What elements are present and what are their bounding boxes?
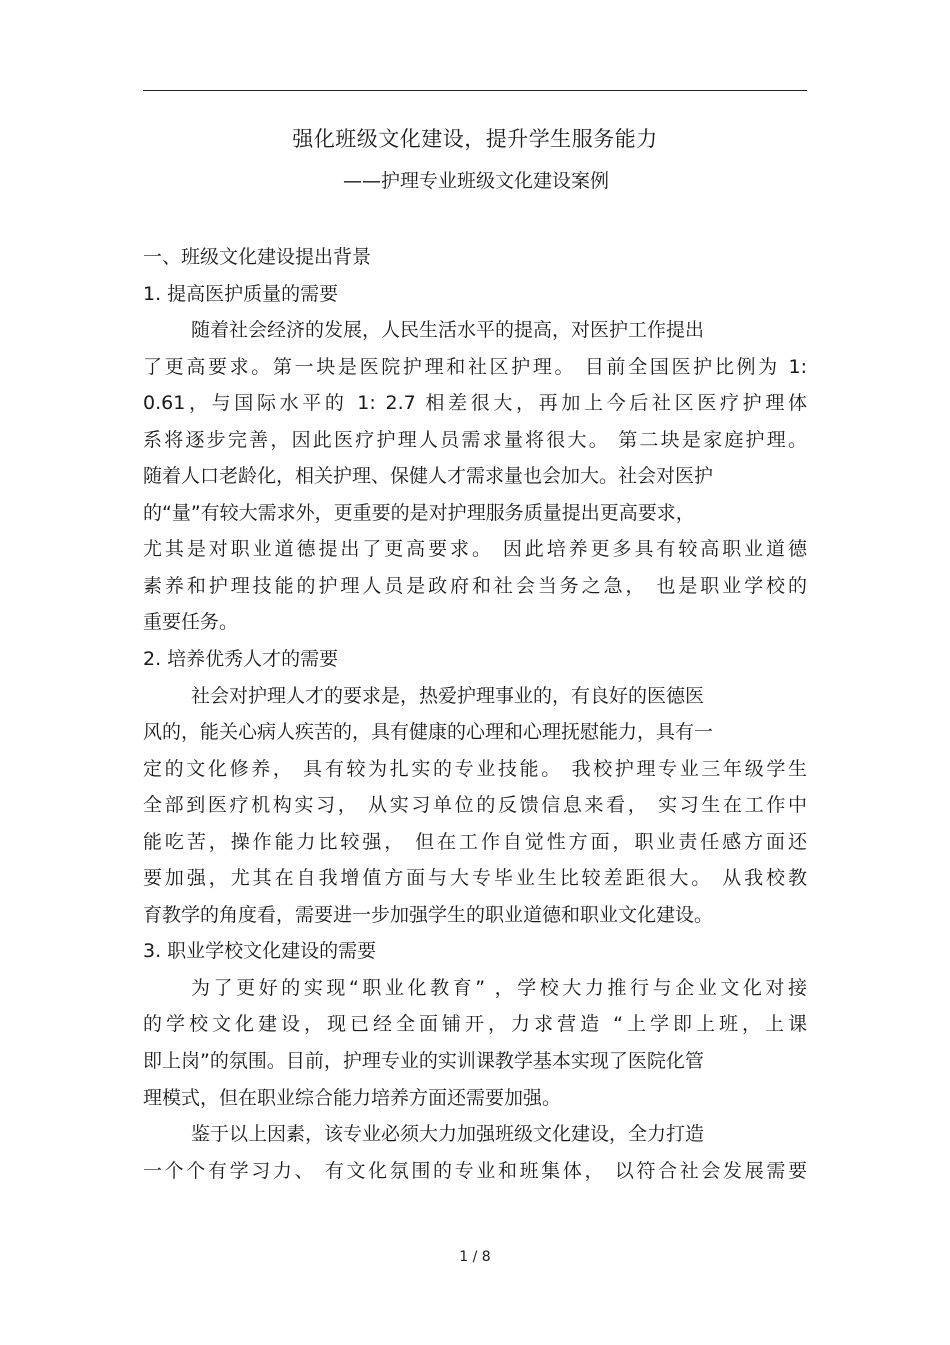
paragraph-line: 0.61，与国际水平的 1: 2.7 相差很大，再加上今后社区医疗护理体 [143, 392, 807, 415]
paragraph-line: 的学校文化建设，现已经全面铺开，力求营造 “上学即上班，上课 [143, 1013, 807, 1036]
paragraph-line: 系将逐步完善，因此医疗护理人员需求量将很大。 第二块是家庭护理。 [143, 428, 807, 451]
paragraph-line: 重要任务。 [143, 611, 239, 634]
section-heading: 一、班级文化建设提出背景 [143, 246, 372, 268]
section-heading: 1. 提高医护质量的需要 [143, 282, 339, 305]
paragraph-line: 全部到医疗机构实习， 从实习单位的反馈信息来看， 实习生在工作中 [143, 794, 807, 817]
section-heading: 2. 培养优秀人才的需要 [143, 648, 339, 671]
document-body [143, 239, 807, 1189]
page-number: 1 / 8 [459, 1249, 491, 1265]
paragraph-line: 定的文化修养， 具有较为扎实的专业技能。 我校护理专业三年级学生 [143, 757, 807, 780]
document-title: 强化班级文化建设，提升学生服务能力 [292, 127, 658, 151]
paragraph-line: 即上岗”的氛围。目前，护理专业的实训课教学基本实现了医院化管 [143, 1050, 704, 1073]
paragraph-line: 风的，能关心病人疾苦的，具有健康的心理和心理抚慰能力，具有一 [143, 721, 714, 744]
paragraph-line: 育教学的角度看，需要进一步加强学生的职业道德和职业文化建设。 [143, 903, 714, 926]
paragraph-line: 为了更好的实现“职业化教育” ，学校大力推行与企业文化对接 [191, 976, 807, 999]
paragraph-line: 要加强，尤其在自我增值方面与大专毕业生比较差距很大。 从我校教 [143, 867, 807, 890]
paragraph-line: 随着人口老龄化，相关护理、保健人才需求量也会加大。社会对医护 [143, 465, 714, 488]
paragraph-line: 社会对护理人才的要求是，热爱护理事业的，有良好的医德医 [191, 684, 705, 707]
section-heading: 3. 职业学校文化建设的需要 [143, 940, 377, 963]
paragraph-line: 尤其是对职业道德提出了更高要求。 因此培养更多具有较高职业道德 [143, 538, 807, 561]
paragraph-line: 能吃苦，操作能力比较强， 但在工作自觉性方面，职业责任感方面还 [143, 830, 807, 853]
paragraph-line: 鉴于以上因素，该专业必须大力加强班级文化建设，全力打造 [191, 1123, 705, 1146]
paragraph-line: 随着社会经济的发展，人民生活水平的提高，对医护工作提出 [191, 319, 705, 342]
paragraph-line: 素养和护理技能的护理人员是政府和社会当务之急， 也是职业学校的 [143, 574, 807, 597]
document-subtitle: ——护理专业班级文化建设案例 [342, 170, 609, 192]
paragraph-line: 的“量”有较大需求外，更重要的是对护理服务质量提出更高要求， [143, 501, 695, 524]
header-rule [143, 90, 807, 91]
paragraph-line: 了更高要求。第一块是医院护理和社区护理。 目前全国医护比例为 1: [143, 355, 807, 378]
paragraph-line: 一个个有学习力、 有文化氛围的专业和班集体， 以符合社会发展需要 [143, 1159, 807, 1182]
paragraph-line: 理模式，但在职业综合能力培养方面还需要加强。 [143, 1086, 562, 1109]
